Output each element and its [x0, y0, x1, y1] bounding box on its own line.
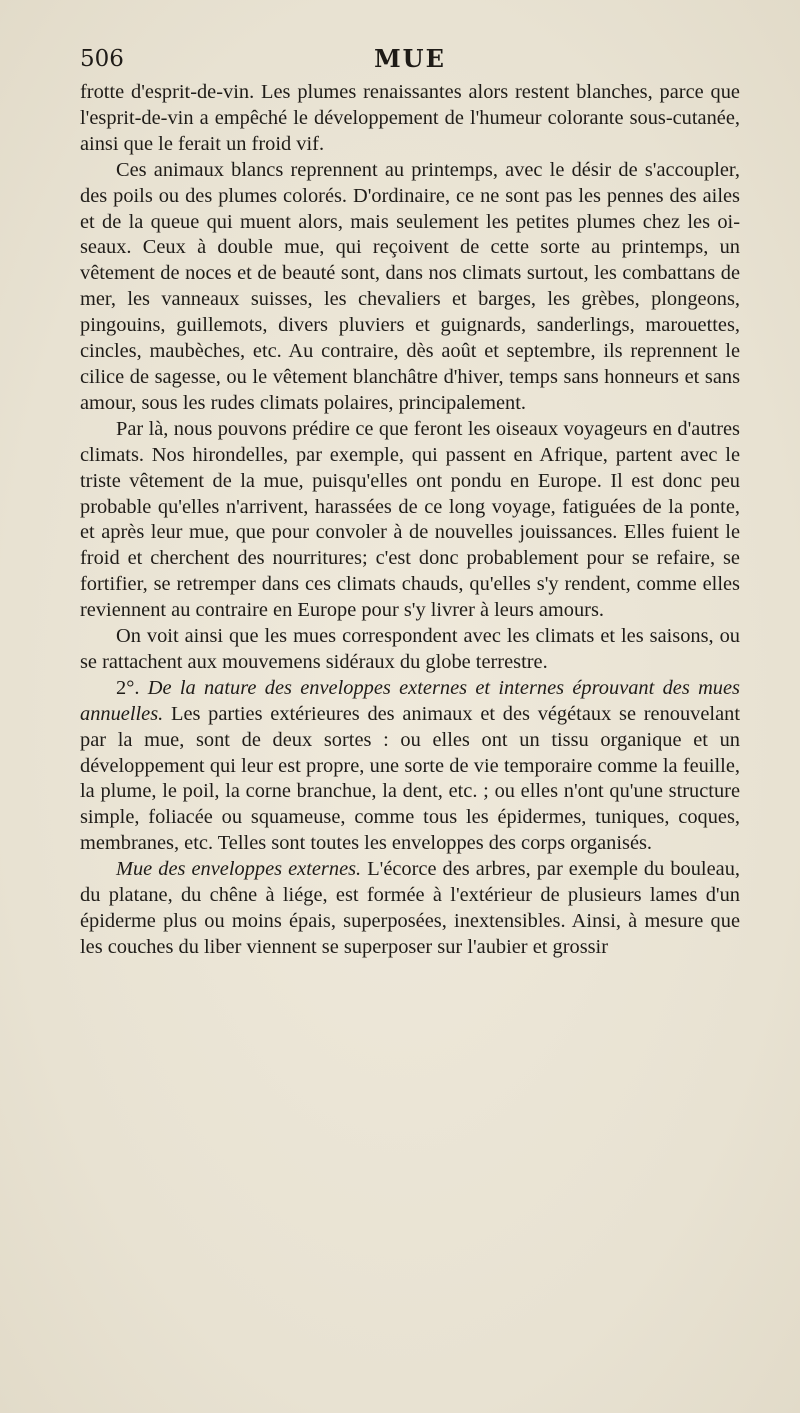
paragraph-text: Par là, nous pouvons prédire ce que feront les oiseaux voyageurs en d'autres climats. Nos hirondelles, par exemple, qui passent en Afrique, partent avec le triste vêtement de la mue, puisqu'elles ont pondu en Europe. Il est donc peu probable qu'elles n'arrivent, harassées de ce long voyage, fatiguées de la ponte, et après leur mue, que pour convoler à de nouvelles jouissances. Elles fuient le froid et cherchent des nourritures; c'est donc probablement pour se refaire, se fortifier, se retremper dans ces climats chauds, qu'elles s'y rendent, comme elles reviennent au contraire en Europe pour s'y livrer à leurs amours. [80, 417, 740, 622]
body-text [80, 80, 740, 961]
paragraph [80, 417, 740, 624]
paragraph-continuation [80, 80, 740, 158]
paragraph-text: On voit ainsi que les mues correspondent avec les climats et les saisons, ou se rattachent aux mouvemens sidéraux du globe terrestre. [80, 625, 740, 673]
paragraph [80, 857, 740, 961]
section-number: 2°. [116, 676, 148, 699]
paragraph-text: frotte d'esprit-de-vin. Les plumes renaissantes alors restent blanches, parce que l'esprit-de-vin a empêché le développement de l'humeur colorante sous-cutanée, ainsi que le ferait un froid vif. [80, 81, 740, 155]
paragraph [80, 676, 740, 857]
paragraph [80, 158, 740, 417]
page-header [80, 46, 740, 80]
section-heading: De la nature des enveloppes externes et internes éprouvant des mues annuelles. [80, 676, 740, 725]
running-title: MUE [374, 44, 446, 73]
paragraph-text: Ces animaux blancs reprennent au printemps, avec le désir de s'accoupler, des poils ou des plumes colorés. D'ordinaire, ce ne sont pas les pennes des ailes et de la queue qui muent alors, mais seulement les petites plumes chez les oiseaux. Ceux à double mue, qui reçoivent de cette sorte au printemps, un vêtement de noces et de beauté sont, dans nos climats surtout, les combattans de mer, les vanneaux suisses, les chevaliers et barges, les grèbes, plongeons, pingouins, guillemots, divers pluviers et guignards, sanderlings, marouettes, cincles, maubèches, etc. Au contraire, dès août et septembre, ils reprennent le cilice de sagesse, ou le vêtement blanchâtre d'hiver, temps sans honneurs et sans amour, sous les rudes climats polaires, principalement. [80, 158, 740, 414]
paragraph [80, 624, 740, 676]
subsection-heading: Mue des enveloppes externes. [116, 858, 362, 881]
paragraph-text: L'écorce des arbres, par exemple du bouleau, du platane, du chêne à liége, est formée à l'extérieur de plusieurs lames d'un épiderme plus ou moins épais, superposées, inextensibles. Ainsi, à mesure que les couches du liber viennent se superposer sur l'aubier et grossir [80, 858, 740, 958]
paragraph-text: Les parties extérieures des animaux et des végétaux se renouvelant par la mue, sont de deux sortes : ou elles ont un tissu organique et un développement qui leur est propre, une sorte de vie temporaire comme la feuille, la plume, le poil, la corne branchue, la dent, etc. ; ou elles n'ont qu'une structure simple, foliacée ou squameuse, comme tous les épidermes, tuniques, coques, membranes, etc. Telles sont toutes les enveloppes des corps organisés. [80, 702, 740, 855]
page-number: 506 [80, 46, 124, 72]
